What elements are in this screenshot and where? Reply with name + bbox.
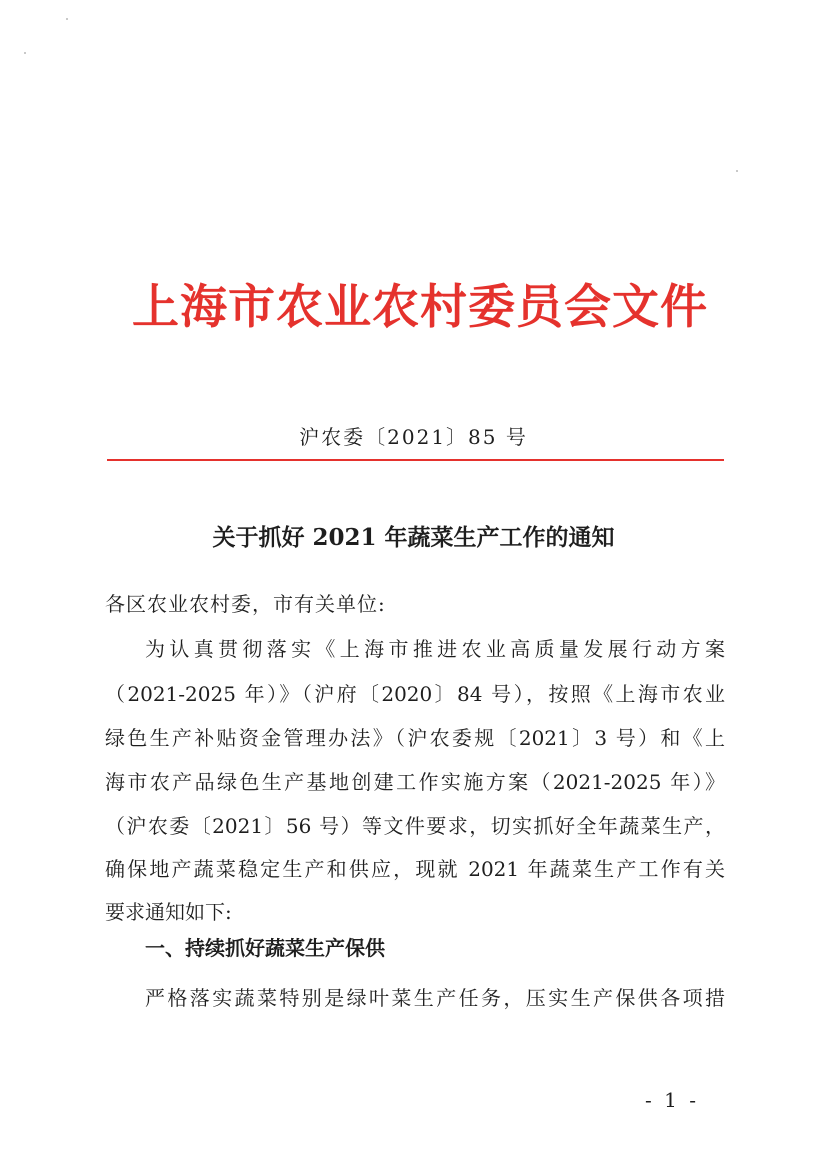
section-heading: 一、持续抓好蔬菜生产保供	[145, 936, 385, 960]
scan-speck	[24, 52, 26, 54]
page-number: - 1 -	[645, 1088, 699, 1112]
scan-speck	[736, 170, 738, 172]
addressee-line: 各区农业农村委，市有关单位:	[105, 592, 386, 616]
issuer-title: 上海市农业农村委员会文件	[132, 280, 708, 335]
paragraph-line: 要求通知如下:	[105, 900, 232, 924]
paragraph-line: （沪农委〔2021〕56 号）等文件要求，切实抓好全年蔬菜生产，	[105, 814, 725, 838]
scan-speck	[66, 18, 68, 20]
paragraph-line: （2021-2025 年）》（沪府〔2020〕84 号），按照《上海市农业	[105, 682, 725, 706]
red-header-rule	[107, 459, 724, 461]
notice-title: 关于抓好 2021 年蔬菜生产工作的通知	[212, 524, 615, 551]
paragraph-line: 海市农产品绿色生产基地创建工作实施方案（2021-2025 年）》	[105, 770, 725, 794]
paragraph-line: 绿色生产补贴资金管理办法》（沪农委规〔2021〕3 号）和《上	[105, 726, 725, 750]
paragraph-line: 为认真贯彻落实《上海市推进农业高质量发展行动方案	[145, 637, 725, 661]
document-number: 沪农委〔2021〕85 号	[299, 425, 528, 449]
paragraph-line: 严格落实蔬菜特别是绿叶菜生产任务，压实生产保供各项措	[145, 986, 725, 1010]
paragraph-line: 确保地产蔬菜稳定生产和供应，现就 2021 年蔬菜生产工作有关	[105, 857, 725, 881]
